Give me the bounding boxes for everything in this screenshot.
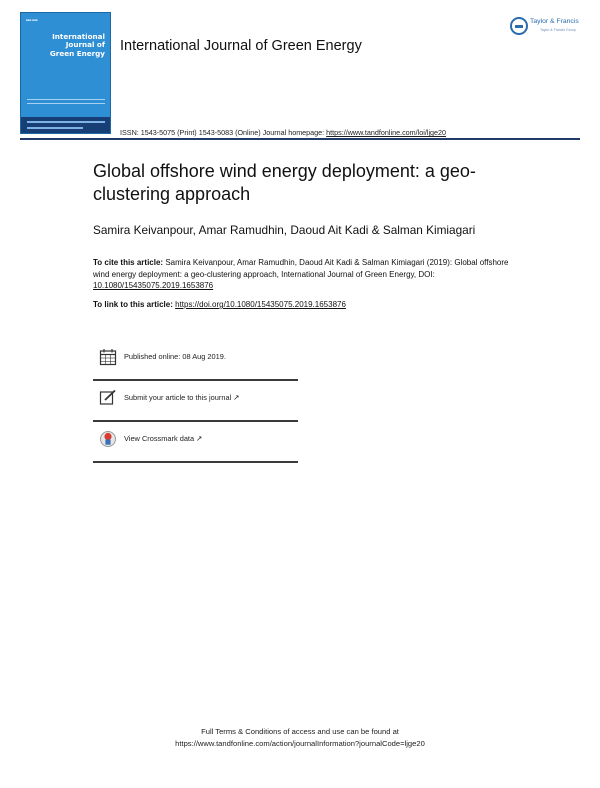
published-online-text: Published online: 08 Aug 2019. xyxy=(124,352,226,361)
cover-band-line xyxy=(27,127,83,129)
crossmark-icon xyxy=(99,430,117,448)
article-link-line xyxy=(93,300,346,309)
article-info-box xyxy=(93,340,298,463)
submit-article-link[interactable] xyxy=(124,393,239,402)
cover-footer-band xyxy=(21,117,110,134)
submit-article-row[interactable] xyxy=(93,381,298,422)
citation-block xyxy=(93,257,513,292)
article-authors: Samira Keivanpour, Amar Ramudhin, Daoud Ait Kadi & Salman Kimiagari xyxy=(93,223,476,237)
calendar-icon xyxy=(99,348,117,366)
issn-line xyxy=(120,128,446,137)
publisher-logo-icon xyxy=(510,17,528,35)
citation-label: To cite this article: xyxy=(93,258,164,267)
cover-small-print: ■■■ ■■■ xyxy=(26,18,38,22)
publisher-name: Taylor & Francis xyxy=(530,18,579,25)
header-divider xyxy=(20,138,580,140)
crossmark-row[interactable] xyxy=(93,422,298,463)
edit-icon xyxy=(99,389,117,407)
journal-homepage-link[interactable]: https://www.tandfonline.com/loi/ljge20 xyxy=(326,128,447,137)
issn-text: ISSN: 1543-5075 (Print) 1543-5083 (Online) Journal homepage: xyxy=(120,128,327,137)
cover-title-line: Green Energy xyxy=(49,48,105,58)
cover-title-line: International xyxy=(52,32,105,41)
cover-title xyxy=(35,33,105,58)
submit-article-label: Submit your article to this journal xyxy=(124,393,232,402)
cover-rule xyxy=(27,99,105,100)
article-title: Global offshore wind energy deployment: a geo-clustering approach xyxy=(93,161,476,204)
publisher-logo[interactable] xyxy=(510,16,584,38)
external-link-icon: ↗ xyxy=(233,393,240,402)
cover-rule xyxy=(27,103,105,104)
cover-title-line: Journal of xyxy=(65,40,105,50)
article-doi-url-link[interactable]: https://doi.org/10.1080/15435075.2019.1653876 xyxy=(175,300,346,309)
crossmark-link[interactable] xyxy=(124,434,202,443)
link-label: To link to this article: xyxy=(93,300,176,309)
publisher-subtitle: Taylor & Francis Group xyxy=(540,28,576,32)
doi-link[interactable]: 10.1080/15435075.2019.1653876 xyxy=(93,281,214,290)
cover-band-line xyxy=(27,121,105,123)
footer xyxy=(0,726,600,749)
journal-cover-image xyxy=(20,12,111,134)
footer-terms-line: Full Terms & Conditions of access and use can be found at xyxy=(201,727,399,736)
external-link-icon: ↗ xyxy=(196,434,203,443)
journal-name: International Journal of Green Energy xyxy=(120,38,362,54)
citation-text: Samira Keivanpour, Amar Ramudhin, Daoud Ait Kadi & Salman Kimiagari (2019): Global offshore wind energy deployment: a geo-clustering approach, International Journal of Green Energy, DOI: xyxy=(93,258,509,279)
crossmark-label: View Crossmark data xyxy=(124,434,195,443)
footer-terms-url[interactable]: https://www.tandfonline.com/action/journalInformation?journalCode=ljge20 xyxy=(175,738,425,748)
published-online-row xyxy=(93,340,298,381)
